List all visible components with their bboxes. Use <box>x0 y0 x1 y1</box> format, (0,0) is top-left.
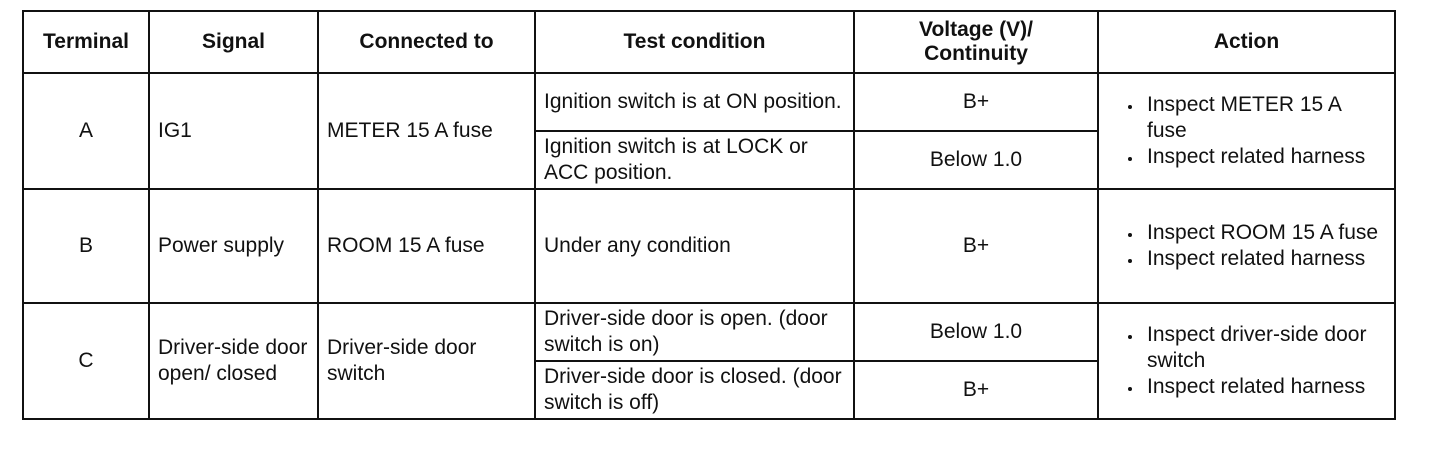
test-condition-cell: Ignition switch is at ON position. <box>535 73 854 131</box>
voltage-cell: B+ <box>854 361 1098 419</box>
signal-cell: Driver-side door open/ closed <box>149 303 318 419</box>
connected-to-cell: METER 15 A fuse <box>318 73 535 189</box>
table-row <box>23 303 1395 361</box>
connected-to-cell: Driver-side door switch <box>318 303 535 419</box>
test-condition-cell: Under any condition <box>535 189 854 303</box>
signal-cell: IG1 <box>149 73 318 189</box>
test-condition-cell: Ignition switch is at LOCK or ACC position. <box>535 131 854 189</box>
action-item: • Inspect ROOM 15 A fuse <box>1143 220 1386 246</box>
table-row <box>23 73 1395 131</box>
terminal-cell: C <box>23 303 149 419</box>
voltage-cell: B+ <box>854 189 1098 303</box>
header-row <box>23 11 1395 73</box>
action-item: • Inspect METER 15 A fuse <box>1143 92 1386 144</box>
voltage-cell: Below 1.0 <box>854 303 1098 361</box>
header-connected-to: Connected to <box>318 11 535 73</box>
header-signal: Signal <box>149 11 318 73</box>
header-action: Action <box>1098 11 1395 73</box>
signal-cell: Power supply <box>149 189 318 303</box>
header-terminal: Terminal <box>23 11 149 73</box>
table-row <box>23 189 1395 303</box>
header-voltage-line2: Continuity <box>924 42 1028 65</box>
test-condition-cell: Driver-side door is open. (door switch is on) <box>535 303 854 361</box>
voltage-cell: B+ <box>854 73 1098 131</box>
action-item: • Inspect related harness <box>1143 144 1386 170</box>
terminal-cell: A <box>23 73 149 189</box>
action-list <box>1107 322 1386 400</box>
header-voltage-line1: Voltage (V)/ <box>919 18 1033 41</box>
header-test-condition: Test condition <box>535 11 854 73</box>
diagnostic-table-wrapper <box>22 10 1396 420</box>
action-cell <box>1098 303 1395 419</box>
action-cell <box>1098 73 1395 189</box>
voltage-cell: Below 1.0 <box>854 131 1098 189</box>
action-item: • Inspect driver-side door switch <box>1143 322 1386 374</box>
terminal-cell: B <box>23 189 149 303</box>
action-list <box>1107 220 1386 272</box>
test-condition-cell: Driver-side door is closed. (door switch is off) <box>535 361 854 419</box>
terminal-voltage-table <box>22 10 1396 420</box>
action-item: • Inspect related harness <box>1143 374 1386 400</box>
action-cell <box>1098 189 1395 303</box>
action-item: • Inspect related harness <box>1143 246 1386 272</box>
action-list <box>1107 92 1386 170</box>
header-voltage <box>854 11 1098 73</box>
connected-to-cell: ROOM 15 A fuse <box>318 189 535 303</box>
